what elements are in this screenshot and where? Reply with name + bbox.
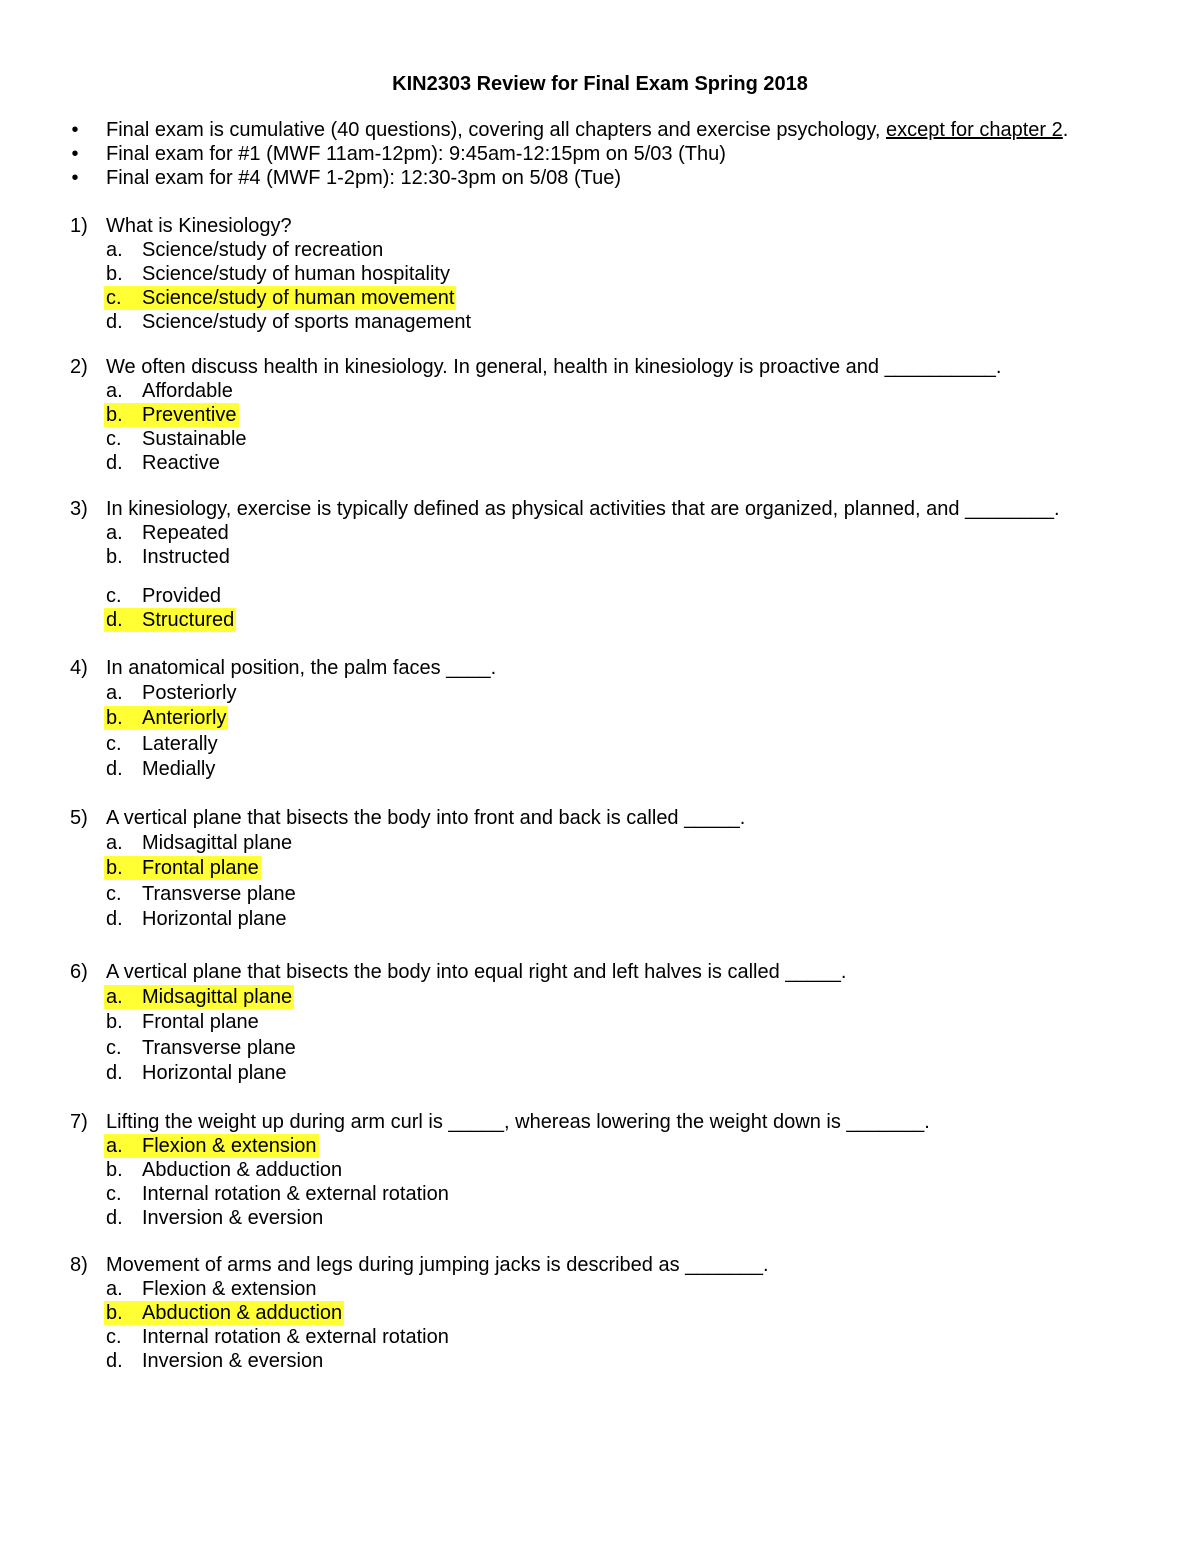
answer-option bbox=[70, 1035, 1170, 1061]
option-text: Laterally bbox=[142, 732, 218, 755]
exam-info-text: Final exam for #1 (MWF 11am-12pm): 9:45am-12:15pm on 5/03 (Thu) bbox=[106, 143, 726, 165]
question-text: A vertical plane that bisects the body into front and back is called _____. bbox=[106, 807, 746, 829]
option-text: Science/study of human hospitality bbox=[142, 263, 450, 285]
answer-option-content bbox=[104, 882, 298, 906]
answer-highlight bbox=[104, 1301, 344, 1325]
option-letter: a. bbox=[106, 985, 123, 1008]
answer-option bbox=[70, 608, 1170, 632]
answer-option-content bbox=[104, 1158, 344, 1182]
answer-option-content bbox=[104, 584, 223, 608]
answer-option bbox=[70, 1206, 1170, 1230]
answer-option bbox=[70, 1061, 1170, 1087]
answer-option bbox=[70, 1277, 1170, 1301]
answer-option-content bbox=[104, 379, 235, 403]
answer-option bbox=[70, 706, 1170, 732]
option-letter: c. bbox=[106, 1036, 122, 1059]
answer-option bbox=[70, 521, 1170, 545]
answer-option-content bbox=[104, 1182, 451, 1206]
question-line bbox=[70, 497, 1170, 521]
question-number: 6) bbox=[70, 961, 88, 983]
option-text: Internal rotation & external rotation bbox=[142, 1326, 449, 1348]
answer-option-content bbox=[104, 1349, 325, 1373]
answer-option-content bbox=[104, 681, 238, 705]
question-number: 8) bbox=[70, 1254, 88, 1276]
question-number: 4) bbox=[70, 657, 88, 679]
answer-option bbox=[70, 830, 1170, 856]
exam-info-text bbox=[106, 118, 1068, 142]
answer-highlight bbox=[104, 856, 261, 880]
option-text: Midsagittal plane bbox=[142, 831, 293, 854]
option-letter: d. bbox=[106, 452, 123, 474]
exam-info-text: Final exam for #4 (MWF 1-2pm): 12:30-3pm on 5/08 (Tue) bbox=[106, 167, 621, 189]
exam-info-item bbox=[68, 142, 1168, 166]
answer-highlight bbox=[104, 403, 239, 427]
option-letter: b. bbox=[106, 404, 123, 426]
answer-option bbox=[70, 757, 1170, 783]
question-text: Lifting the weight up during arm curl is _____, whereas lowering the weight down is _______. bbox=[106, 1111, 930, 1133]
answer-option bbox=[70, 451, 1170, 475]
option-text: Midsagittal plane bbox=[142, 985, 293, 1008]
answer-option bbox=[70, 238, 1170, 262]
option-letter: a. bbox=[106, 380, 123, 402]
question-text: In anatomical position, the palm faces ____. bbox=[106, 657, 497, 679]
question-text: A vertical plane that bisects the body into equal right and left halves is called _____. bbox=[106, 961, 847, 983]
question-line bbox=[70, 214, 1170, 238]
option-letter: b. bbox=[106, 546, 123, 568]
option-letter: a. bbox=[106, 681, 123, 704]
question-block bbox=[70, 806, 1170, 932]
answer-option bbox=[70, 262, 1170, 286]
question-line bbox=[70, 1253, 1170, 1277]
answer-option bbox=[70, 1325, 1170, 1349]
question-block bbox=[70, 1110, 1170, 1230]
option-text: Inversion & eversion bbox=[142, 1207, 324, 1229]
exam-info-list bbox=[68, 118, 1168, 190]
option-text: Instructed bbox=[142, 546, 230, 568]
question-text: In kinesiology, exercise is typically defined as physical activities that are organized, planned, and ________. bbox=[106, 498, 1060, 520]
option-text: Transverse plane bbox=[142, 1036, 296, 1059]
option-letter: b. bbox=[106, 1011, 123, 1034]
question-line bbox=[70, 806, 1170, 830]
answer-option-content bbox=[104, 831, 294, 855]
answer-option bbox=[70, 1158, 1170, 1182]
option-text: Flexion & extension bbox=[142, 1135, 317, 1157]
question-block bbox=[70, 355, 1170, 475]
option-text: Science/study of human movement bbox=[142, 287, 455, 309]
answer-option-content bbox=[104, 1325, 451, 1349]
question-text: What is Kinesiology? bbox=[106, 215, 292, 237]
option-letter: c. bbox=[106, 1183, 122, 1205]
answer-option-content bbox=[104, 310, 473, 334]
answer-option bbox=[70, 545, 1170, 569]
option-letter: c. bbox=[106, 428, 122, 450]
answer-highlight bbox=[104, 286, 456, 310]
bullet-icon: • bbox=[71, 119, 79, 141]
option-text: Abduction & adduction bbox=[142, 1159, 343, 1181]
option-text: Preventive bbox=[142, 404, 237, 426]
option-letter: d. bbox=[106, 1207, 123, 1229]
option-text: Inversion & eversion bbox=[142, 1350, 324, 1372]
question-line bbox=[70, 355, 1170, 379]
option-text: Posteriorly bbox=[142, 681, 237, 704]
question-number: 2) bbox=[70, 356, 88, 378]
question-text: Movement of arms and legs during jumping jacks is described as _______. bbox=[106, 1254, 769, 1276]
option-text: Science/study of recreation bbox=[142, 239, 384, 261]
question-text: We often discuss health in kinesiology. In general, health in kinesiology is proactive and __________. bbox=[106, 356, 1002, 378]
answer-highlight bbox=[104, 985, 294, 1009]
option-letter: c. bbox=[106, 882, 122, 905]
bullet-icon: • bbox=[71, 143, 79, 165]
option-letter: d. bbox=[106, 758, 123, 781]
option-text: Medially bbox=[142, 758, 216, 781]
exam-info-item bbox=[68, 166, 1168, 190]
exam-info-item bbox=[68, 118, 1168, 142]
question-block bbox=[70, 656, 1170, 782]
answer-highlight bbox=[104, 608, 236, 632]
question-block bbox=[70, 497, 1170, 632]
answer-option bbox=[70, 856, 1170, 882]
option-text: Repeated bbox=[142, 522, 229, 544]
answer-highlight bbox=[104, 1134, 319, 1158]
answer-option-content bbox=[104, 451, 222, 475]
answer-option-content bbox=[104, 907, 289, 931]
option-text: Transverse plane bbox=[142, 882, 296, 905]
option-text: Horizontal plane bbox=[142, 1062, 287, 1085]
question-line bbox=[70, 960, 1170, 984]
option-letter: c. bbox=[106, 585, 122, 607]
option-letter: a. bbox=[106, 522, 123, 544]
answer-option-content bbox=[104, 1061, 289, 1085]
answer-option bbox=[70, 379, 1170, 403]
answer-option bbox=[70, 403, 1170, 427]
answer-option bbox=[70, 680, 1170, 706]
question-number: 3) bbox=[70, 498, 88, 520]
option-text: Frontal plane bbox=[142, 1011, 259, 1034]
option-letter: a. bbox=[106, 239, 123, 261]
answer-highlight bbox=[104, 706, 228, 730]
option-text: Internal rotation & external rotation bbox=[142, 1183, 449, 1205]
option-letter: d. bbox=[106, 1350, 123, 1372]
exam-info-underlined: except for chapter 2 bbox=[886, 119, 1063, 141]
option-letter: b. bbox=[106, 1302, 123, 1324]
question-number: 1) bbox=[70, 215, 88, 237]
answer-option-content bbox=[104, 545, 232, 569]
option-text: Science/study of sports management bbox=[142, 311, 472, 333]
answer-option-content bbox=[104, 427, 249, 451]
option-letter: b. bbox=[106, 1159, 123, 1181]
option-letter: c. bbox=[106, 732, 122, 755]
bullet-icon: • bbox=[71, 167, 79, 189]
answer-option bbox=[70, 1301, 1170, 1325]
answer-option-content bbox=[104, 521, 231, 545]
question-number: 5) bbox=[70, 807, 88, 829]
answer-option-content bbox=[104, 1277, 319, 1301]
option-text: Frontal plane bbox=[142, 857, 259, 880]
option-letter: b. bbox=[106, 263, 123, 285]
option-text: Flexion & extension bbox=[142, 1278, 317, 1300]
option-text: Abduction & adduction bbox=[142, 1302, 343, 1324]
option-text: Anteriorly bbox=[142, 707, 227, 730]
answer-option-content bbox=[104, 1206, 325, 1230]
exam-info-text-main: Final exam is cumulative (40 questions), covering all chapters and exercise psychology, bbox=[106, 119, 886, 141]
option-letter: d. bbox=[106, 311, 123, 333]
answer-option bbox=[70, 1010, 1170, 1036]
option-letter: a. bbox=[106, 1135, 123, 1157]
answer-option bbox=[70, 584, 1170, 608]
option-text: Provided bbox=[142, 585, 221, 607]
question-line bbox=[70, 1110, 1170, 1134]
option-letter: c. bbox=[106, 287, 122, 309]
answer-option-content bbox=[104, 262, 452, 286]
answer-option-content bbox=[104, 757, 217, 781]
option-letter: c. bbox=[106, 1326, 122, 1348]
option-letter: d. bbox=[106, 1062, 123, 1085]
answer-option bbox=[70, 310, 1170, 334]
answer-option bbox=[70, 907, 1170, 933]
answer-option-content bbox=[104, 1036, 298, 1060]
answer-option bbox=[70, 286, 1170, 310]
answer-option bbox=[70, 984, 1170, 1010]
option-letter: a. bbox=[106, 1278, 123, 1300]
option-text: Affordable bbox=[142, 380, 233, 402]
option-text: Structured bbox=[142, 609, 235, 631]
answer-option bbox=[70, 731, 1170, 757]
exam-info-text-end: . bbox=[1062, 119, 1069, 141]
option-letter: b. bbox=[106, 857, 123, 880]
answer-option bbox=[70, 427, 1170, 451]
document-title: KIN2303 Review for Final Exam Spring 2018 bbox=[392, 73, 808, 95]
question-block bbox=[70, 214, 1170, 334]
answer-option bbox=[70, 1182, 1170, 1206]
answer-option bbox=[70, 881, 1170, 907]
answer-option bbox=[70, 1349, 1170, 1373]
question-number: 7) bbox=[70, 1111, 88, 1133]
option-text: Sustainable bbox=[142, 428, 247, 450]
answer-option-content bbox=[104, 1010, 261, 1034]
option-text: Reactive bbox=[142, 452, 220, 474]
answer-option-content bbox=[104, 732, 220, 756]
answer-option bbox=[70, 1134, 1170, 1158]
question-line bbox=[70, 656, 1170, 680]
option-letter: d. bbox=[106, 609, 123, 631]
option-letter: d. bbox=[106, 908, 123, 931]
option-text: Horizontal plane bbox=[142, 908, 287, 931]
question-block bbox=[70, 960, 1170, 1086]
question-block bbox=[70, 1253, 1170, 1373]
option-letter: a. bbox=[106, 831, 123, 854]
answer-option-content bbox=[104, 238, 385, 262]
option-letter: b. bbox=[106, 707, 123, 730]
